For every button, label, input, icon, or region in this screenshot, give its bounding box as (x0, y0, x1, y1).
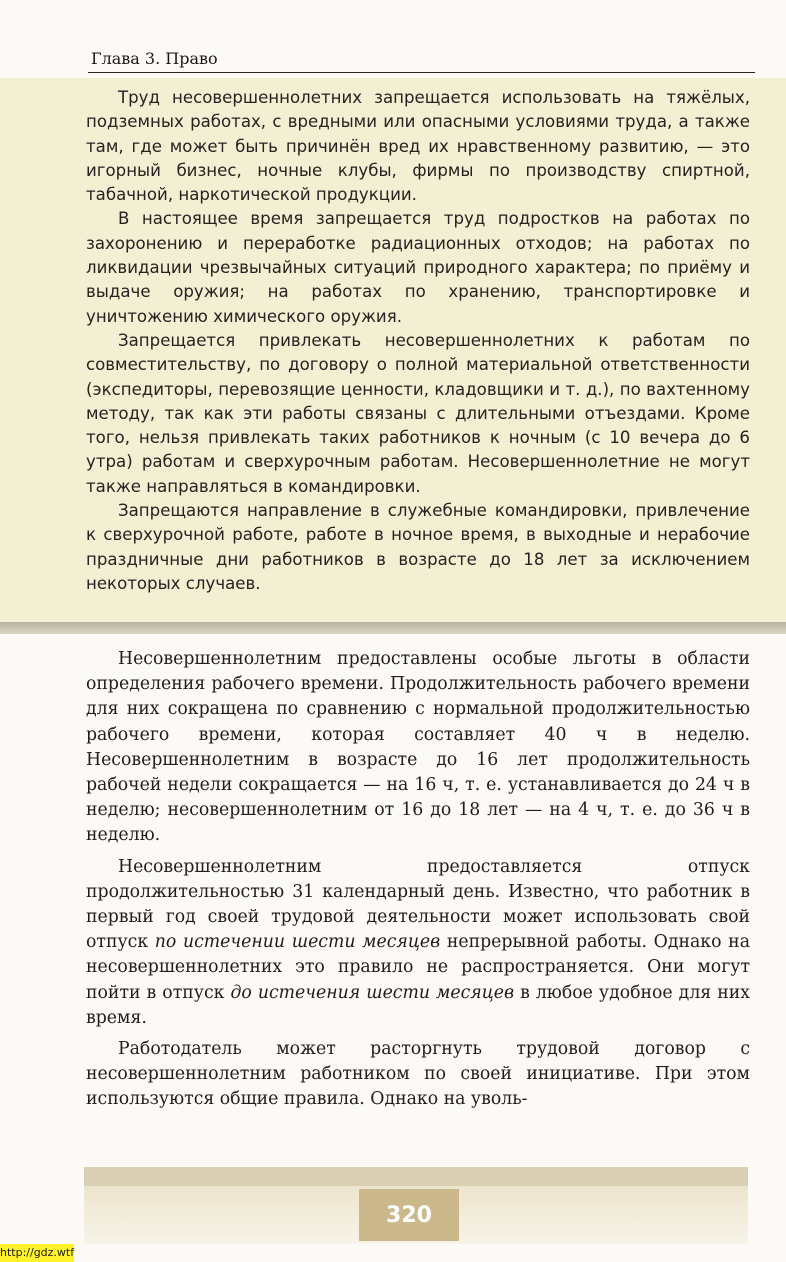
footer-band (84, 1167, 748, 1187)
italic-text: по истечении шести месяцев (154, 932, 441, 953)
section-divider-stripe (0, 622, 786, 634)
text-run: непрерывной работы. Однако на несовершеннолетних это правило не распространяется. Они могут пойти в отпуск (86, 932, 750, 1003)
insert-paragraph: Труд несовершеннолетних запрещается использовать на тяжёлых, подземных работах, с вредными или опасными условиями труда, а также там, где может быть причинён вред их нравственному развитию, — это игорный бизнес, ночные клубы, фирмы по производству спиртной, табачной, наркотической продукции. (86, 88, 750, 205)
main-text-block (86, 647, 750, 1113)
chapter-title: Глава 3. Право (91, 49, 218, 68)
page-number: 320 (386, 1202, 432, 1228)
insert-paragraph: Запрещается привлекать несовершеннолетних к работам по совместительству, по договору о полной материальной ответственности (экспедиторы, перевозящие ценности, кладовщики и т. д.), по вахтенному методу, так как эти работы связаны с длительными отъездами. Кроме того, нельзя привлекать таких работников к ночным (с 10 вечера до 6 утра) работам и сверхурочным работам. Несовершеннолетние не могут также направляться в командировки. (86, 330, 750, 496)
running-header (88, 46, 755, 73)
watermark-link[interactable]: http://gdz.wtf (0, 1244, 74, 1262)
text-run: Несовершеннолетним предоставляется отпуск продолжительностью 31 календарный день. Известно, что работник в первый год своей трудовой деятельности может использовать свой отпуск (86, 856, 750, 953)
italic-text: до истечения шести месяцев (230, 982, 515, 1003)
insert-paragraph: Запрещаются направление в служебные командировки, привлечение к сверхурочной работе, работе в ночное время, в выходные и нерабочие праздничные дни работников в возрасте до 18 лет за исключением некоторых случаев. (86, 501, 750, 593)
insert-paragraph: В настоящее время запрещается труд подростков на работах по захоронению и переработке радиационных отходов; на работах по ликвидации чрезвычайных ситуаций природного характера; по приёму и выдаче оружия; на работах по хранению, транспортировке и уничтожению химического оружия. (86, 209, 750, 326)
text-run: в любое удобное для них время. (86, 982, 751, 1028)
page-number-badge (359, 1189, 459, 1241)
body-paragraph: Несовершеннолетним предоставлены особые льготы в области определения рабочего времени. Продолжительность рабочего времени для них сокращена по сравнению с нормальной продолжительностью рабочего времени, которая составляет 40 ч в неделю. Несовершеннолетним в возрасте до 16 лет продолжительность рабочей недели сокращается — на 16 ч, т. е. устанавливается до 24 ч в неделю; несовершеннолетним от 16 до 18 лет — на 4 ч, т. е. до 36 ч в неделю. (86, 649, 750, 846)
body-paragraph (86, 855, 750, 1031)
body-paragraph: Работодатель может расторгнуть трудовой договор с несовершеннолетним работником по своей инициативе. При этом используются общие правила. Однако на уволь- (86, 1039, 750, 1110)
insert-text-block (86, 86, 750, 596)
